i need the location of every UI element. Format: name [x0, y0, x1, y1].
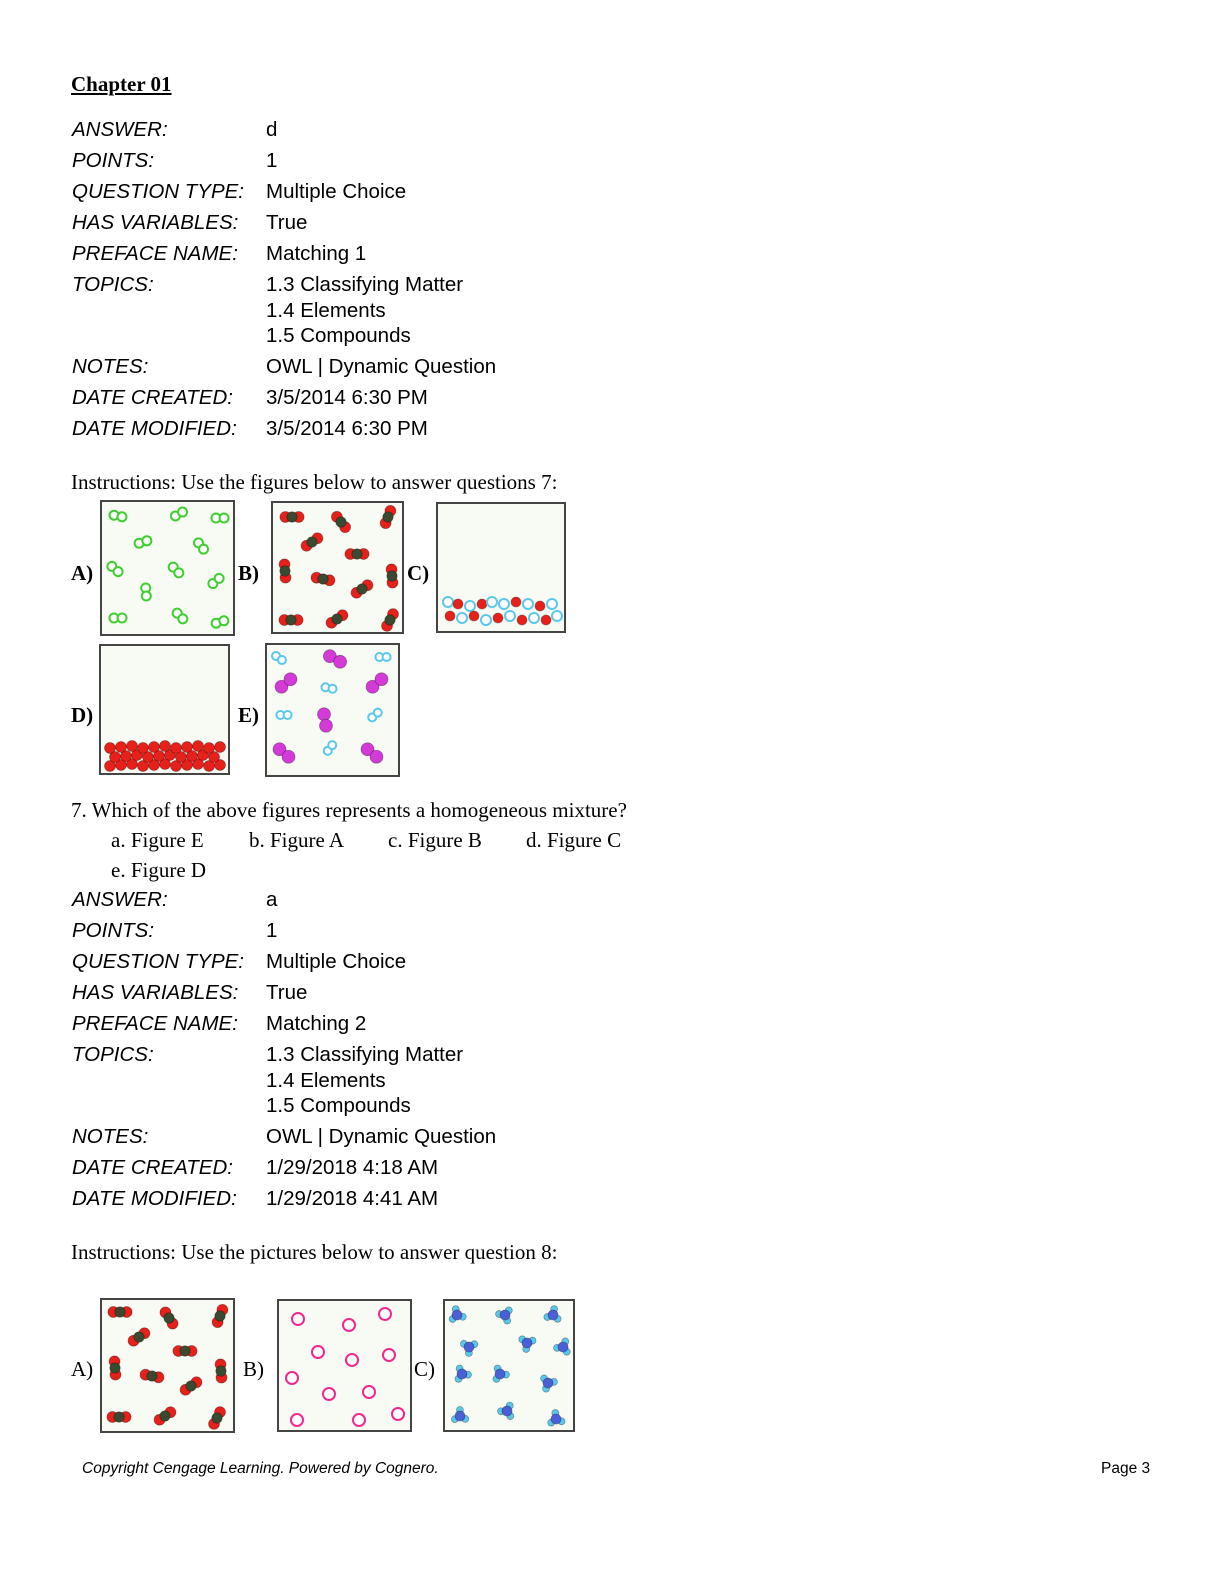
molecule-drawing: [101, 646, 228, 773]
atom: [346, 1354, 358, 1366]
footer-page-number: Page 3: [1101, 1460, 1151, 1477]
topics-label: TOPICS:: [72, 273, 154, 296]
date-created-label: DATE CREATED:: [72, 1155, 233, 1179]
molecule-drawing: [102, 1300, 233, 1431]
atom: [522, 1338, 532, 1348]
instructions-q8: Instructions: Use the pictures below to answer question 8:: [71, 1240, 558, 1264]
atom: [343, 1319, 355, 1331]
atom: [465, 601, 475, 611]
points-value: 1: [266, 149, 278, 172]
atom: [127, 741, 138, 752]
atom: [180, 1346, 190, 1356]
figure-label-a: A): [71, 1357, 94, 1381]
topic-item: 1.5 Compounds: [266, 1094, 411, 1117]
notes-value: OWL | Dynamic Question: [266, 1124, 497, 1148]
answer-option[interactable]: a. Figure E: [111, 828, 204, 852]
molecule-drawing: [438, 504, 564, 631]
atom: [517, 615, 527, 625]
atom: [282, 750, 295, 763]
figure-d-box: [99, 644, 230, 775]
atom: [487, 597, 497, 607]
molecule-drawing: [267, 645, 398, 775]
atom: [160, 741, 171, 752]
topic-item: 1.4 Elements: [266, 298, 386, 322]
chapter-heading: Chapter 01: [71, 72, 172, 96]
atom: [541, 615, 551, 625]
atom: [215, 574, 224, 583]
atom: [147, 1371, 157, 1381]
atom: [178, 508, 187, 517]
atom: [307, 537, 317, 547]
has-variables-value: True: [266, 981, 308, 1004]
atom: [116, 742, 127, 753]
atom: [370, 750, 383, 763]
atom: [110, 1363, 120, 1373]
points-label: POINTS:: [72, 149, 155, 172]
answer-option[interactable]: d. Figure C: [526, 828, 622, 852]
atom: [464, 1342, 474, 1352]
atom: [363, 1386, 375, 1398]
date-created-value: 3/5/2014 6:30 PM: [266, 385, 428, 409]
atom: [477, 599, 487, 609]
question-metadata-q7: [72, 884, 772, 1214]
atom: [292, 1313, 304, 1325]
points-value: 1: [266, 919, 278, 942]
atom: [511, 597, 521, 607]
atom: [215, 1311, 225, 1321]
atom: [114, 567, 123, 576]
atom: [383, 653, 391, 661]
atom: [551, 1414, 561, 1424]
atom: [318, 574, 328, 584]
atom: [182, 742, 193, 753]
topic-item: 1.3 Classifying Matter: [266, 1043, 464, 1066]
date-modified-value: 1/29/2018 4:41 AM: [266, 1186, 439, 1210]
figure-c-box: [443, 1299, 575, 1432]
atom: [318, 708, 331, 721]
atom: [375, 673, 388, 686]
question-metadata-q6: [72, 114, 772, 444]
atom: [392, 1408, 404, 1420]
atom: [117, 512, 126, 521]
atom: [287, 512, 297, 522]
answer-option[interactable]: b. Figure A: [249, 828, 345, 852]
answer-option[interactable]: e. Figure D: [111, 858, 207, 882]
atom: [334, 655, 347, 668]
atom: [548, 1310, 558, 1320]
has-variables-value: True: [266, 211, 308, 234]
atom: [114, 1412, 124, 1422]
question-type-value: Multiple Choice: [266, 950, 407, 973]
atom: [502, 1406, 512, 1416]
atom: [149, 742, 160, 753]
atom: [379, 1308, 391, 1320]
atom: [543, 1378, 553, 1388]
question-type-value: Multiple Choice: [266, 180, 407, 203]
atom: [443, 597, 453, 607]
atom: [336, 517, 346, 527]
figure-c-box: [436, 502, 566, 633]
figure-b-box: [271, 501, 404, 634]
figure-label-a: A): [71, 561, 94, 585]
atom: [215, 742, 226, 753]
molecule-drawing: [273, 503, 402, 632]
molecule-drawing: [102, 502, 233, 634]
points-label: POINTS:: [72, 919, 155, 942]
notes-value: OWL | Dynamic Question: [266, 354, 497, 378]
atom: [505, 611, 515, 621]
atom: [323, 1388, 335, 1400]
notes-label: NOTES:: [72, 1124, 149, 1148]
topic-item: 1.3 Classifying Matter: [266, 273, 464, 296]
footer-copyright: Copyright Cengage Learning. Powered by Cognero.: [82, 1460, 439, 1477]
atom: [383, 1349, 395, 1361]
figure-label-d: D): [71, 703, 94, 727]
topics-list: [266, 1039, 463, 1121]
atom: [547, 599, 557, 609]
atom: [204, 743, 215, 754]
atom: [220, 514, 229, 523]
question-type-label: QUESTION TYPE:: [72, 950, 244, 973]
atom: [374, 709, 382, 717]
question-7-text: 7. Which of the above figures represents a homogeneous mixture?: [71, 798, 627, 822]
atom: [329, 685, 337, 693]
figure-label-b: B): [243, 1357, 264, 1381]
atom: [383, 512, 393, 522]
atom: [499, 599, 509, 609]
figure-a-box: [100, 1298, 235, 1433]
atom: [529, 613, 539, 623]
atom: [115, 1307, 125, 1317]
answer-option[interactable]: c. Figure B: [388, 828, 482, 852]
preface-name-value: Matching 2: [266, 1012, 367, 1035]
molecule-drawing: [279, 1301, 410, 1430]
atom: [284, 673, 297, 686]
answer-value: d: [266, 118, 278, 141]
figure-label-e: E): [238, 703, 259, 727]
atom: [142, 536, 151, 545]
topic-item: 1.4 Elements: [266, 1068, 386, 1092]
atom: [216, 1366, 226, 1376]
atom: [523, 599, 533, 609]
preface-name-value: Matching 1: [266, 242, 367, 265]
atom: [558, 1342, 568, 1352]
atom: [286, 615, 296, 625]
atom: [286, 1372, 298, 1384]
atom: [453, 599, 463, 609]
atom: [535, 601, 545, 611]
atom: [493, 613, 503, 623]
atom: [445, 611, 455, 621]
atom: [105, 743, 116, 754]
atom: [457, 1369, 467, 1379]
atom: [387, 571, 397, 581]
preface-name-label: PREFACE NAME:: [72, 1012, 238, 1035]
atom: [469, 611, 479, 621]
atom: [481, 615, 491, 625]
has-variables-label: HAS VARIABLES:: [72, 211, 239, 234]
atom: [332, 614, 342, 624]
atom: [186, 1381, 196, 1391]
atom: [552, 611, 562, 621]
figure-a-box: [100, 500, 235, 636]
atom: [178, 614, 187, 623]
molecule-drawing: [445, 1301, 573, 1430]
answer-value: a: [266, 888, 278, 911]
atom: [328, 741, 336, 749]
topic-item: 1.5 Compounds: [266, 324, 411, 347]
atom: [284, 711, 292, 719]
atom: [352, 549, 362, 559]
date-modified-label: DATE MODIFIED:: [72, 1186, 237, 1210]
atom: [353, 1414, 365, 1426]
atom: [219, 616, 228, 625]
atom: [500, 1310, 510, 1320]
atom: [174, 568, 183, 577]
date-created-label: DATE CREATED:: [72, 385, 233, 409]
atom: [199, 545, 208, 554]
atom: [142, 592, 151, 601]
answer-label: ANSWER:: [72, 888, 168, 911]
atom: [452, 1310, 462, 1320]
atom: [193, 741, 204, 752]
date-modified-value: 3/5/2014 6:30 PM: [266, 416, 428, 440]
atom: [160, 1411, 170, 1421]
atom: [171, 743, 182, 754]
atom: [212, 1413, 222, 1423]
answer-label: ANSWER:: [72, 118, 168, 141]
figure-label-c: C): [414, 1357, 435, 1381]
atom: [138, 743, 149, 754]
atom: [319, 719, 332, 732]
atom: [291, 1414, 303, 1426]
preface-name-label: PREFACE NAME:: [72, 242, 238, 265]
atom: [278, 656, 286, 664]
atom: [457, 613, 467, 623]
instructions-q7: Instructions: Use the figures below to answer questions 7:: [71, 470, 558, 494]
has-variables-label: HAS VARIABLES:: [72, 981, 239, 1004]
topics-label: TOPICS:: [72, 1043, 154, 1066]
atom: [118, 614, 127, 623]
atom: [134, 1332, 144, 1342]
figure-b-box: [277, 1299, 412, 1432]
figure-label-c: C): [407, 561, 430, 585]
figure-e-box: [265, 643, 400, 777]
notes-label: NOTES:: [72, 354, 149, 378]
atom: [385, 615, 395, 625]
atom: [164, 1313, 174, 1323]
figure-label-b: B): [238, 561, 259, 585]
atom: [455, 1411, 465, 1421]
date-modified-label: DATE MODIFIED:: [72, 416, 237, 440]
question-type-label: QUESTION TYPE:: [72, 180, 244, 203]
atom: [357, 584, 367, 594]
topics-list: [266, 269, 463, 351]
atom: [495, 1369, 505, 1379]
date-created-value: 1/29/2018 4:18 AM: [266, 1155, 439, 1179]
atom: [280, 566, 290, 576]
atom: [312, 1346, 324, 1358]
